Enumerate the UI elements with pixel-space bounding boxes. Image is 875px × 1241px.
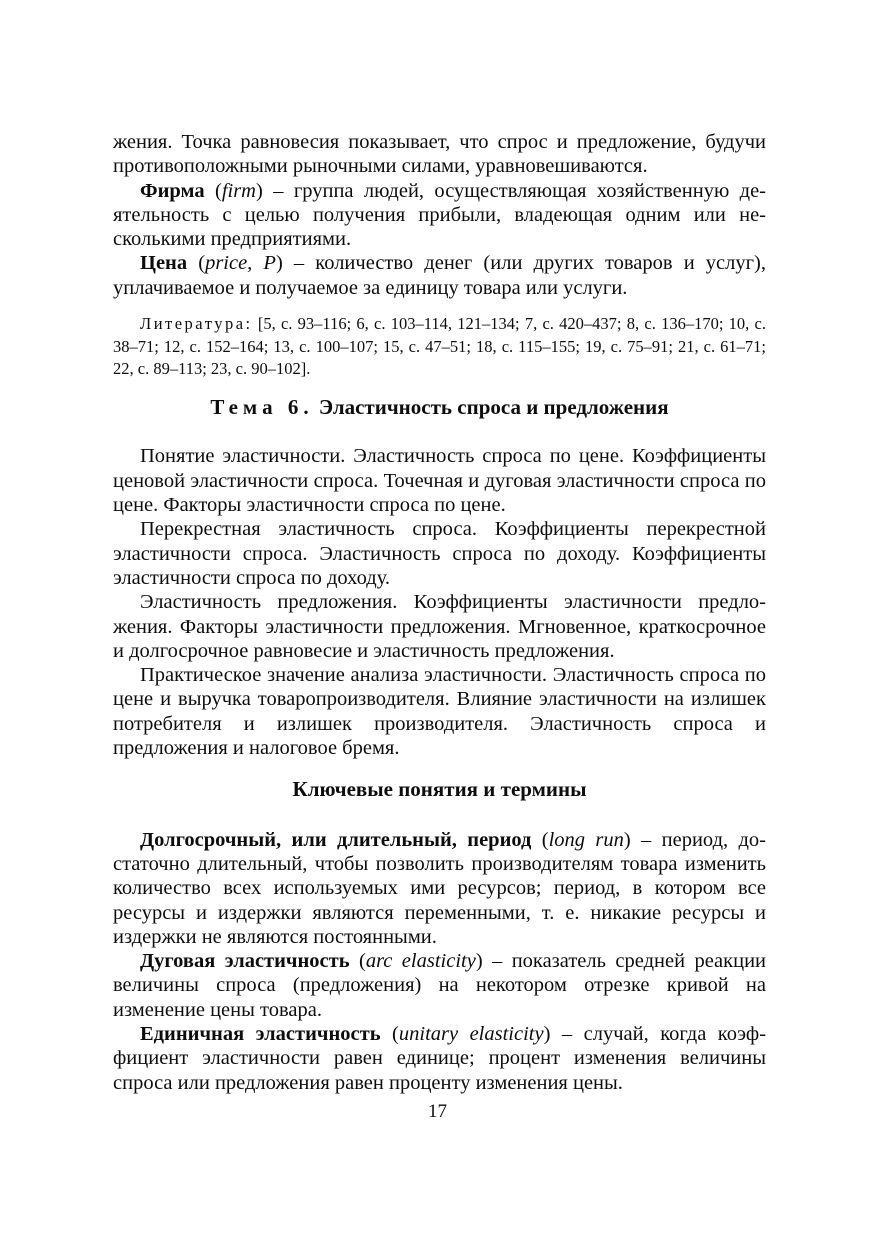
paragraph [113,251,766,300]
text-run: ( [380,1023,399,1046]
text-run: ( [531,828,549,851]
heading-text: Ключевые понятия и термины [292,777,587,802]
heading-topic-prefix: Тема 6. [210,395,314,420]
term: Единичная эластичность [140,1023,381,1046]
literature-references: [5, с. 93–116; 6, с. 103–114, 121–134; 7, с. 420–437; 8, с. 136–170; 10, с. 38–71; 12, с. 152–164; 13, с. 100–107; 15, с. 47–51; 18, с. 115–155; 19, с. 75–91; 21, с. 61–71; 22, с. 89–113; 23, с. 90–102]. [113,314,766,379]
text-run: жения. Точка равновесия показывает, что спрос и предложение, будучи противоположными рыночными силами, уравновешиваются. [113,131,766,178]
page-content [113,130,766,1095]
text-run: ) – показатель средней реакции величины спроса (предложения) на некотором отрезке кривой на изменение цены товара. [113,950,767,1021]
text-run: Перекрестная эластичность спроса. Коэффициенты перекрестной эластичности спроса. Эластичность спроса по доходу. Коэффициенты эластичности спроса по доходу. [113,518,766,589]
text-run: Практическое значение анализа эластичности. Эластичность спроса по цене и выручка товаропроизводителя. Влияние эластичности на излишек потребителя и излишек производителя. Эластичность спроса и предложения и налоговое бремя. [113,664,766,760]
text-run: ) – количество денег (или других товаров и услуг), уплачиваемое и получаемое за единицу товара или услуги. [113,252,766,299]
term-translation: arc elasticity [365,950,476,973]
text-run: ) – период, достаточно длительный, чтобы позволить производителям товара изменить количество всех используемых ими ресурсов; период, в котором все ресурсы и издержки являются переменными, т. е. никакие ресурсы и издержки не являются постоянными. [113,828,766,948]
section-heading [113,777,766,801]
paragraph [113,590,766,663]
paragraph [113,949,766,1022]
term-translation: long run [548,828,624,851]
paragraph [113,1022,766,1095]
term-translation: unitary elasticity [398,1023,544,1046]
literature-label: Литература: [140,314,253,334]
text-run: Понятие эластичности. Эластичность спроса по цене. Коэффициенты ценовой эластичности спроса. Точечная и дуговая эластичности спроса по цене. Факторы эластичности спроса по цене. [113,445,766,517]
term-translation: price, P [205,252,276,275]
text-run: ) – группа людей, осуществляющая хозяйственную деятельность с целью получения прибыли, владеющая одним или несколькими предприятиями. [113,179,766,251]
text-run: ( [204,179,222,202]
section-heading [113,395,766,419]
text-run: ) – случай, когда коэффициент эластичности равен единице; процент изменения величины спроса или предложения равен проценту изменения цены. [113,1023,767,1094]
paragraph [113,517,766,590]
paragraph [113,663,766,760]
paragraph [113,444,766,517]
text-run: Эластичность предложения. Коэффициенты эластичности предложения. Факторы эластичности предложения. Мгновенное, краткосрочное и долгосрочное равновесие и эластичность предложения. [113,591,766,662]
heading-text: Эластичность спроса и предложения [313,395,669,420]
text-run: ( [187,252,206,275]
paragraph [113,828,766,949]
term: Фирма [140,179,205,202]
term-translation: firm [221,179,256,202]
paragraph [113,179,766,252]
literature-note [113,313,766,381]
term: Долгосрочный, или длительный, период [140,828,532,851]
term: Дуговая эластичность [140,950,350,973]
page-number: 17 [428,1101,447,1122]
term: Цена [140,252,188,275]
text-run: ( [349,950,366,973]
paragraph [113,130,766,179]
